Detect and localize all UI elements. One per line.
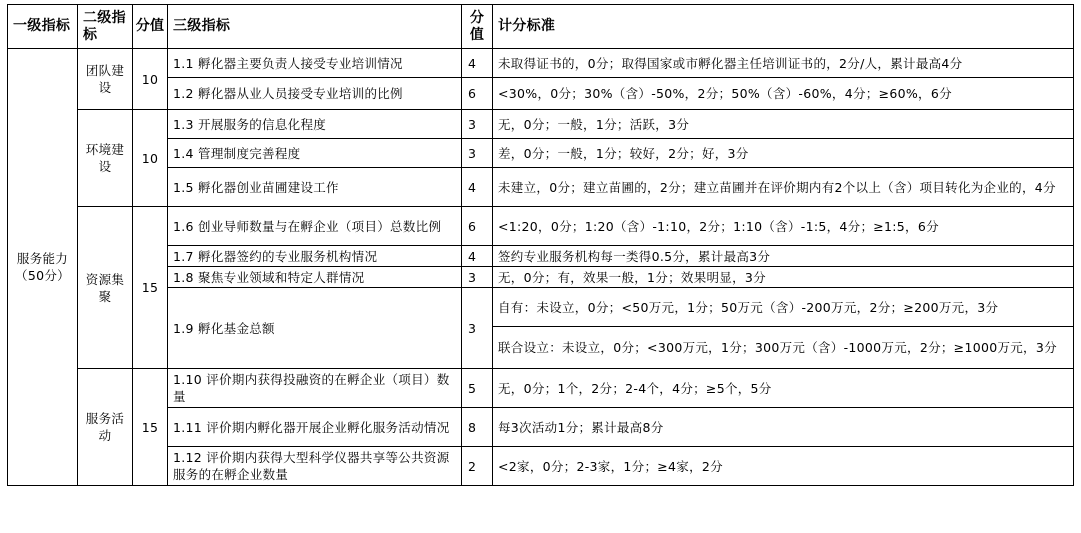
indicator-cell: 1.4 管理制度完善程度: [168, 139, 462, 168]
table-row: [8, 288, 1074, 327]
table-row: [8, 207, 1074, 246]
indicator-cell: 1.7 孵化器签约的专业服务机构情况: [168, 246, 462, 267]
score-cell: 3: [462, 288, 493, 369]
indicator-cell: 1.11 评价期内孵化器开展企业孵化服务活动情况: [168, 408, 462, 447]
indicator-cell: 1.2 孵化器从业人员接受专业培训的比例: [168, 78, 462, 110]
score-cell: 3: [462, 267, 493, 288]
score-cell: 6: [462, 78, 493, 110]
criteria-cell: 未建立，0分；建立苗圃的，2分；建立苗圃并在评价期内有2个以上（含）项目转化为企业的，4分: [493, 168, 1074, 207]
scoring-table: [7, 4, 1074, 486]
table-row: [8, 267, 1074, 288]
level2-name: 环境建设: [78, 110, 133, 207]
score-cell: 4: [462, 49, 493, 78]
indicator-cell: 1.6 创业导师数量与在孵企业（项目）总数比例: [168, 207, 462, 246]
score-cell: 3: [462, 110, 493, 139]
table-row: [8, 447, 1074, 486]
level1-name: 服务能力: [16, 251, 69, 266]
header-criteria: 计分标准: [493, 5, 1074, 49]
score-cell: 3: [462, 139, 493, 168]
table-row: [8, 78, 1074, 110]
level2-score: 10: [133, 110, 168, 207]
score-cell: 6: [462, 207, 493, 246]
header-row: [8, 5, 1074, 49]
criteria-cell: 签约专业服务机构每一类得0.5分，累计最高3分: [493, 246, 1074, 267]
criteria-cell: 联合设立：未设立，0分；<300万元，1分；300万元（含）-1000万元，2分；≥1000万元，3分: [493, 327, 1074, 369]
level2-name: 服务活动: [78, 369, 133, 486]
indicator-cell: 1.8 聚焦专业领域和特定人群情况: [168, 267, 462, 288]
header-score3: 分值: [462, 5, 493, 49]
table-row: [8, 408, 1074, 447]
score-cell: 4: [462, 246, 493, 267]
table-row: [8, 139, 1074, 168]
table-row: [8, 369, 1074, 408]
score-cell: 4: [462, 168, 493, 207]
indicator-cell: 1.10 评价期内获得投融资的在孵企业（项目）数量: [168, 369, 462, 408]
header-score2: 分值: [133, 5, 168, 49]
criteria-cell: 自有：未设立，0分；<50万元，1分；50万元（含）-200万元，2分；≥200万元，3分: [493, 288, 1074, 327]
header-level2: 二级指标: [78, 5, 133, 49]
level1-cell: [8, 49, 78, 486]
header-level3: 三级指标: [168, 5, 462, 49]
criteria-cell: 无，0分；有，效果一般，1分；效果明显，3分: [493, 267, 1074, 288]
header-level1: 一级指标: [8, 5, 78, 49]
criteria-cell: <2家，0分；2-3家，1分；≥4家，2分: [493, 447, 1074, 486]
score-cell: 8: [462, 408, 493, 447]
level2-score: 10: [133, 49, 168, 110]
indicator-cell: 1.12 评价期内获得大型科学仪器共享等公共资源服务的在孵企业数量: [168, 447, 462, 486]
table-row: [8, 49, 1074, 78]
score-cell: 5: [462, 369, 493, 408]
indicator-cell: 1.9 孵化基金总额: [168, 288, 462, 369]
criteria-cell: 未取得证书的，0分；取得国家或市孵化器主任培训证书的，2分/人，累计最高4分: [493, 49, 1074, 78]
table-row: [8, 168, 1074, 207]
criteria-cell: 无，0分；1个，2分；2-4个，4分；≥5个，5分: [493, 369, 1074, 408]
level1-points: （50分）: [15, 268, 70, 283]
criteria-cell: <1:20，0分；1:20（含）-1:10，2分；1:10（含）-1:5，4分；≥1:5，6分: [493, 207, 1074, 246]
indicator-cell: 1.3 开展服务的信息化程度: [168, 110, 462, 139]
criteria-cell: 差，0分；一般，1分；较好，2分；好，3分: [493, 139, 1074, 168]
level2-name: 资源集聚: [78, 207, 133, 369]
table-row: [8, 110, 1074, 139]
criteria-cell: 无，0分；一般，1分；活跃，3分: [493, 110, 1074, 139]
level2-score: 15: [133, 369, 168, 486]
level2-name: 团队建设: [78, 49, 133, 110]
indicator-cell: 1.5 孵化器创业苗圃建设工作: [168, 168, 462, 207]
criteria-cell: 每3次活动1分；累计最高8分: [493, 408, 1074, 447]
score-cell: 2: [462, 447, 493, 486]
criteria-cell: <30%，0分；30%（含）-50%，2分；50%（含）-60%，4分；≥60%，6分: [493, 78, 1074, 110]
table-row: [8, 246, 1074, 267]
indicator-cell: 1.1 孵化器主要负责人接受专业培训情况: [168, 49, 462, 78]
level2-score: 15: [133, 207, 168, 369]
